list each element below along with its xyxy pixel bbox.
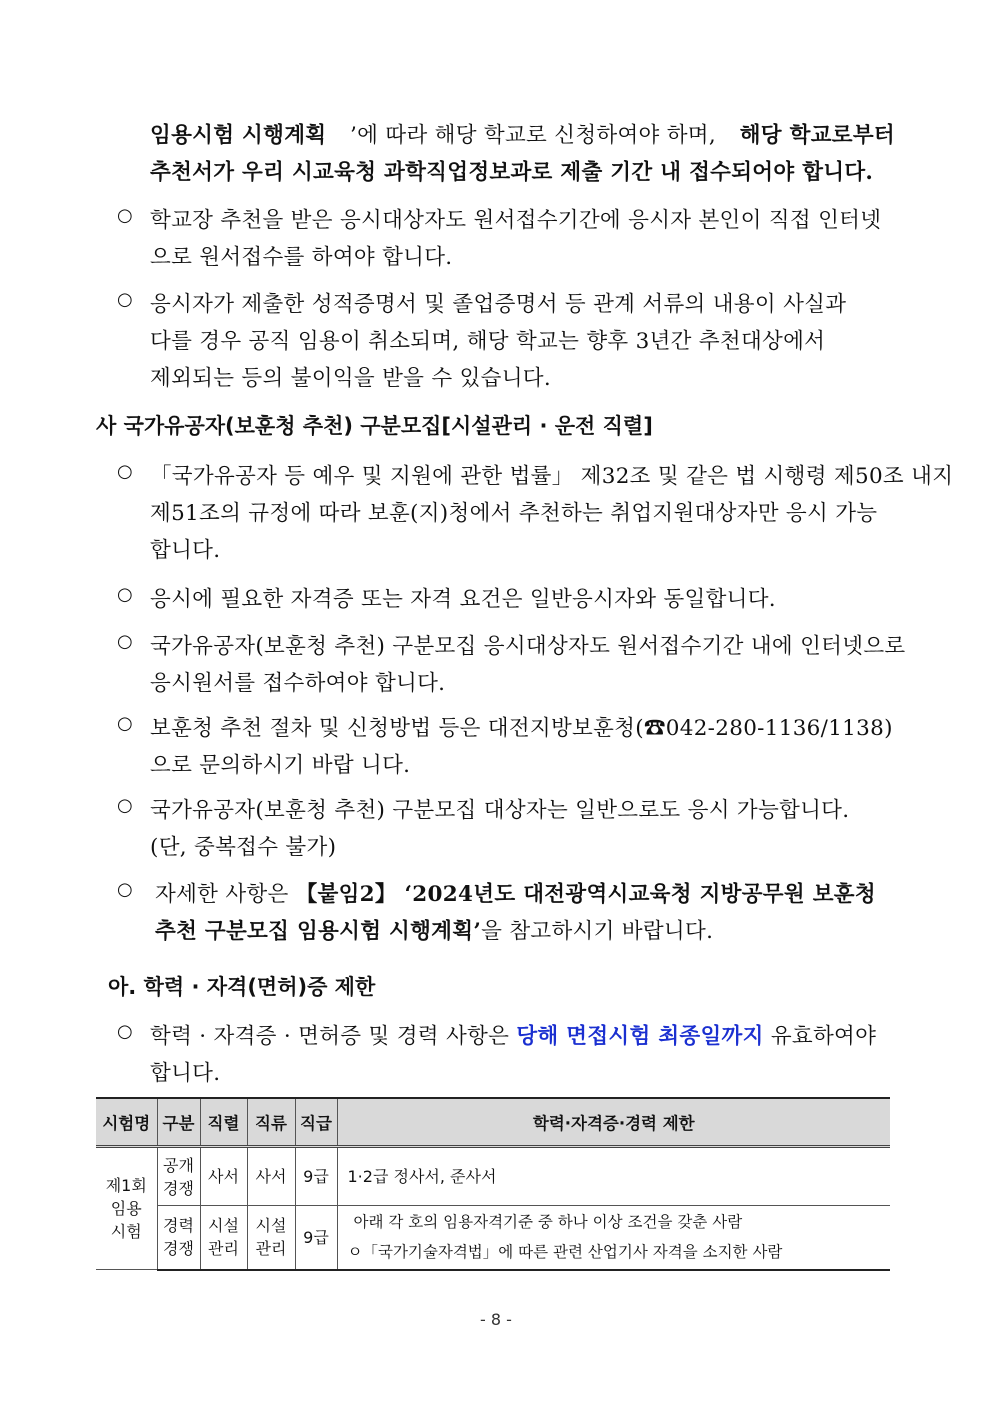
cell-series: 사서: [200, 1147, 247, 1206]
bullet-icon: ○: [117, 461, 133, 482]
a1-text-2: 유효하여야: [770, 1024, 877, 1049]
a1-highlight: 당해 면접시험 최종일까지: [516, 1024, 764, 1049]
a1-line-1: [150, 1019, 876, 1050]
s1-line-1: 「국가유공자 등 예우 및 지원에 관한 법률」 제32조 및 같은 법 시행령 제50조 내지: [150, 464, 954, 489]
cell-kind: 시설 관리: [247, 1206, 295, 1270]
section-heading-sa: 사 국가유공자(보훈청 추천) 구분모집[시설관리 · 운전 직렬]: [96, 414, 653, 438]
p1-line-1: [150, 203, 895, 234]
cell-grade: 9급: [295, 1147, 337, 1206]
header-grade: 직급: [295, 1098, 337, 1147]
limit-line-2: ㅇ「국가기술자격법」에 따른 관련 산업기사 자격을 소지한 사람: [347, 1243, 783, 1262]
s6-line-1: [155, 877, 876, 908]
limit-line-1: 아래 각 호의 임용자격기준 중 하나 이상 조건을 갖춘 사람: [353, 1213, 743, 1232]
s6-bold-attachment: 【붙임2】 ‘2024년도 대전광역시교육청 지방공무원 보훈청: [295, 882, 876, 907]
header-exam: 시험명: [96, 1098, 157, 1147]
section-heading-a: 아. 학력 · 자격(면허)증 제한: [108, 975, 376, 999]
bullet-icon: ○: [117, 795, 133, 816]
cell-kind: 사서: [247, 1147, 295, 1206]
bullet-icon: ○: [117, 205, 133, 226]
cell-grade: 9급: [295, 1206, 337, 1270]
top-paragraph-line-2: 추천서가 우리 시교육청 과학직업정보과로 제출 기간 내 접수되어야 합니다.: [150, 160, 874, 185]
table-header-row: [96, 1098, 890, 1147]
bullet-icon: ○: [117, 1021, 133, 1042]
table-row: [96, 1206, 890, 1270]
table-row: [96, 1147, 890, 1206]
bullet-icon: ○: [117, 879, 133, 900]
cell-type: 경력 경쟁: [157, 1206, 200, 1270]
top-bold-plan: 임용시험 시행계획: [150, 123, 327, 148]
s6-text-2: 을 참고하시기 바랍니다.: [481, 919, 714, 944]
header-kind: 직류: [247, 1098, 295, 1147]
p2-line-2: 다를 경우 공직 임용이 취소되며, 해당 학교는 향후 3년간 추천대상에서: [150, 329, 826, 354]
cell-type: 공개 경쟁: [157, 1147, 200, 1206]
s3-line-1: 국가유공자(보훈청 추천) 구분모집 응시대상자도 원서접수기간 내에 인터넷으로: [150, 634, 906, 659]
s4-line-2: 으로 문의하시기 바랍 니다.: [150, 753, 411, 778]
p1-text-1: 학교장 추천을 받은 응시대상자도 원서접수기간에 응시자 본인이 직접 인터넷: [150, 208, 882, 233]
p2-line-3: 제외되는 등의 불이익을 받을 수 있습니다.: [150, 366, 551, 391]
s3-line-2: 응시원서를 접수하여야 합니다.: [150, 671, 446, 696]
s6-bold-plan: 추천 구분모집 임용시험 시행계획’: [155, 919, 482, 944]
qualification-table: [96, 1097, 890, 1271]
top-bold-school: 해당 학교로부터: [739, 123, 895, 148]
header-series: 직렬: [200, 1098, 247, 1147]
s5-line-2: (단, 중복접수 불가): [150, 835, 337, 860]
bullet-icon: ○: [117, 631, 133, 652]
p1-line-2: 으로 원서접수를 하여야 합니다.: [150, 245, 453, 270]
bullet-icon: ○: [117, 289, 133, 310]
cell-series: 시설 관리: [200, 1206, 247, 1270]
s5-line-1: 국가유공자(보훈청 추천) 구분모집 대상자는 일반으로도 응시 가능합니다.: [150, 798, 850, 823]
bullet-icon: ○: [117, 713, 133, 734]
page-number: - 8 -: [480, 1310, 512, 1329]
cell-exam: 제1회 임용 시험: [96, 1147, 157, 1270]
cell-limit: 1·2급 정사서, 준사서: [337, 1147, 890, 1206]
s1-line-3: 합니다.: [150, 538, 221, 563]
a1-text: 학력 · 자격증 · 면허증 및 경력 사항은: [150, 1024, 510, 1049]
cell-limit: [337, 1206, 890, 1270]
p2-line-1: 응시자가 제출한 성적증명서 및 졸업증명서 등 관계 서류의 내용이 사실과: [150, 292, 847, 317]
top-paragraph-line-1: [150, 118, 895, 149]
s1-line-2: 제51조의 규정에 따라 보훈(지)청에서 추천하는 취업지원대상자만 응시 가능: [150, 501, 878, 526]
s6-line-2: [155, 914, 713, 945]
s6-text: 자세한 사항은: [155, 882, 289, 907]
s2-line-1: 응시에 필요한 자격증 또는 자격 요건은 일반응시자와 동일합니다.: [150, 587, 776, 612]
s4-line-1: 보훈청 추천 절차 및 신청방법 등은 대전지방보훈청(☎042-280-1136/1138): [150, 716, 893, 741]
bullet-icon: ○: [117, 584, 133, 605]
top-text: ’에 따라 해당 학교로 신청하여야 하며,: [350, 123, 717, 148]
header-type: 구분: [157, 1098, 200, 1147]
header-limit: 학력·자격증·경력 제한: [337, 1098, 890, 1147]
a1-line-2: 합니다.: [150, 1061, 221, 1086]
